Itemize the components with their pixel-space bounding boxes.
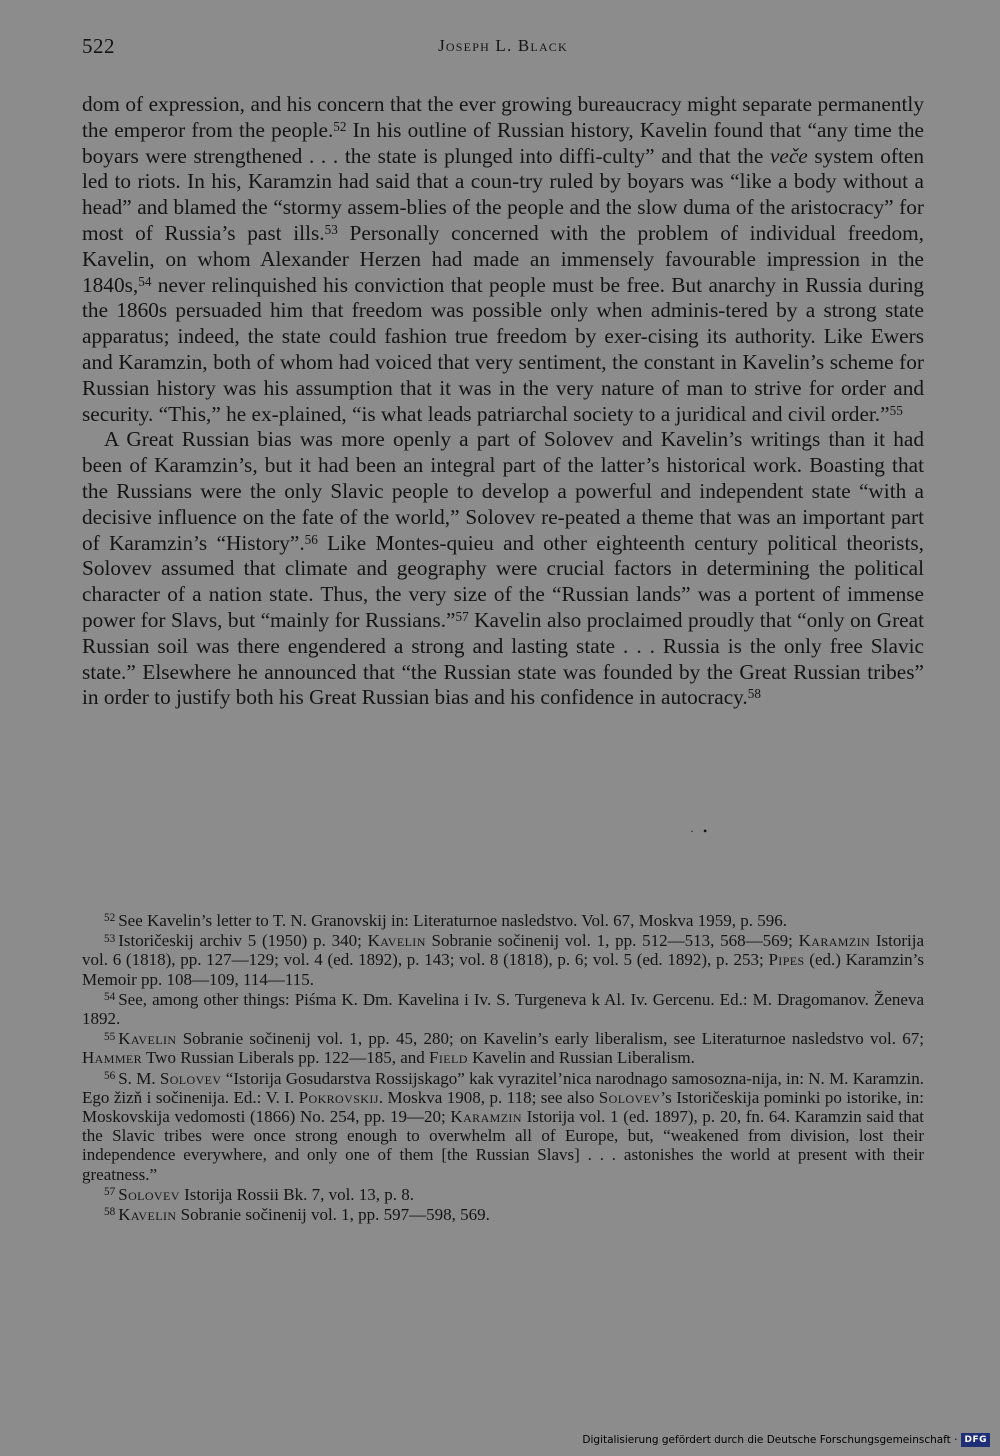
- footnote-text: Sobranie sočinenij vol. 1, pp. 597—598, 569.: [176, 1205, 490, 1225]
- footnote-ref: 54: [138, 273, 152, 289]
- author-name: Kavelin: [367, 931, 426, 951]
- footnote-ref: 53: [324, 222, 338, 238]
- page-number: 522: [82, 34, 115, 58]
- author-name: Hammer: [82, 1048, 143, 1068]
- author-name: Karamzin: [450, 1107, 522, 1127]
- footnotes: [82, 911, 924, 1225]
- footnote-ref: 55: [889, 402, 903, 418]
- footnote-text: ’s Istoričeskija pominki po istorike, in: Moskovskija vedomosti (1866) No. 254, pp. 19—20;: [82, 1087, 925, 1127]
- footnote-text: Istorija Rossii Bk. 7, vol. 13, p. 8.: [179, 1184, 415, 1204]
- footnote-ref: 56: [304, 531, 318, 547]
- footnote-58: [82, 1205, 924, 1224]
- author-name: Solovev: [598, 1087, 661, 1107]
- footnote-55: [82, 1029, 924, 1067]
- footnote-text: See, among other things: Piśma K. Dm. Kavelina i Iv. S. Turgeneva k Al. Iv. Gercenu. Ed.: M. Dragomanov. Ženeva 1892.: [82, 989, 924, 1029]
- text-run: dom of expression, and his concern that the ever growing bureaucracy might separate permanently the emperor from the people.: [82, 92, 924, 142]
- author-name: Pipes: [768, 950, 805, 970]
- text-run: Like Montes-quieu and other eighteenth century political theorists, Solovev assumed that climate and geography were crucial factors in determining the political character of a nation state. Thus, the very size of the “Russian lands” was a portent of immense power for Slavs, but “mainly for Russians.”: [82, 530, 924, 632]
- footnote-ref: 57: [455, 609, 469, 624]
- text-run: never relinquished his conviction that people must be free. But anarchy in Russia during the 1860s persuaded him that freedom was possible only when adminis-tered by a strong state apparatus; indeed, the state could fashion true freedom by exer-cising its authority. Like Ewers and Karamzin, both of whom had voiced that very sentiment, the constant in Kavelin’s scheme for Russian history was his assumption that it was in the very nature of man to strive for order and security. “This,” he ex-plained, “is what leads patriarchal society to a juridical and civil order.”: [82, 272, 924, 426]
- section-ornament: · •: [690, 824, 711, 838]
- page-header: [82, 34, 924, 64]
- author-name: Solovev: [118, 1184, 180, 1204]
- text-run: Personally concerned with the problem of individual freedom, Kavelin, on whom Alexander Herzen had made an immensely favourable impression in the 1840s,: [82, 220, 924, 297]
- text-run: In his outline of Russian history, Kavelin found that “any time the boyars were strengthened . . . the state is plunged into diffi-culty” and that the: [82, 117, 924, 168]
- footnote-number: 58: [104, 1206, 116, 1219]
- footnote-56: [82, 1069, 924, 1184]
- footnote-text: . Moskva 1908, p. 118; see also: [378, 1087, 599, 1107]
- credit-text: Digitalisierung gefördert durch die Deutsche Forschungsgemeinschaft ·: [582, 1434, 958, 1446]
- footnote-text: See Kavelin’s letter to T. N. Granovskij in: Literaturnoe nasledstvo. Vol. 67, Moskva 1959, p. 596.: [118, 911, 787, 930]
- footnote-number: 55: [104, 1030, 116, 1043]
- footnote-53: [82, 931, 924, 989]
- author-name: Solovev: [159, 1068, 222, 1088]
- footnote-text: Istorija vol. 1 (ed. 1897), p. 20, fn. 64. Karamzin said that the Slavic tribes were once strong enough to overwhelm all of Europe, but, “weakened from division, lost their independence everywhere, and only one of them [the Russian Slavs] . . . astonishes the world at present with their greatness.”: [82, 1107, 924, 1184]
- author-name: Kavelin: [118, 1205, 177, 1225]
- footnote-number: 57: [104, 1186, 116, 1199]
- footnote-text: Kavelin and Russian Liberalism.: [467, 1048, 695, 1068]
- author-name: Karamzin: [798, 931, 871, 951]
- footnote-text: Istorija vol. 6 (1818), pp. 127—129; vol. 4 (ed. 1892), p. 143; vol. 8 (1818), p. 6; vol. 5 (ed. 1892), p. 253;: [82, 931, 924, 970]
- author-name: Kavelin: [118, 1029, 177, 1049]
- footnote-text: Istoričeskij archiv 5 (1950) p. 340;: [118, 931, 368, 951]
- footnote-number: 53: [104, 932, 116, 945]
- footnote-number: 56: [104, 1069, 116, 1082]
- author-name: Field: [429, 1048, 468, 1068]
- footnote-number: 54: [104, 991, 116, 1004]
- text-run: system often led to riots. In his, Karamzin had said that a coun-try ruled by boyars was “like a body without a head” and blamed the “stormy assem-blies of the people and the slow duma of the aristocracy” for most of Russia’s past ills.: [82, 143, 924, 245]
- footnote-text: Sobranie sočinenij vol. 1, pp. 512—513, 568—569;: [425, 931, 799, 951]
- footnote-text: S. M.: [118, 1068, 160, 1088]
- text-run: Kavelin also proclaimed proudly that “only on Great Russian soil was there engendered a strong and lasting state . . . Russia is the only free Slavic state.” Elsewhere he announced that “the Russian state was founded by the Great Russian tribes” in order to justify both his Great Russian bias and his confidence in autocracy.: [82, 607, 924, 710]
- footnote-ref: 58: [747, 686, 761, 702]
- footnote-54: [82, 990, 924, 1028]
- footnote-text: Sobranie sočinenij vol. 1, pp. 45, 280; on Kavelin’s early liberalism, see Literaturnoe nasledstvo vol. 67;: [176, 1029, 924, 1049]
- footnote-number: 52: [104, 912, 116, 925]
- text-run: A Great Russian bias was more openly a part of Solovev and Kavelin’s writings than it had been of Karamzin’s, but it had been an integral part of the latter’s historical work. Boasting that the Russians were the only Slavic people to develop a powerful and independent state “with a decisive influence on the fate of the world,” Solovev re-peated a theme that was an important part of Karamzin’s “History”.: [82, 427, 924, 555]
- body-text: [82, 92, 924, 711]
- digitization-credit: [582, 1432, 990, 1448]
- running-head: Joseph L. Black: [438, 36, 568, 55]
- footnote-ref: 52: [333, 118, 347, 134]
- footnote-text: (ed.) Karamzin’s Memoir pp. 108—109, 114—115.: [82, 950, 924, 989]
- paragraph: [82, 92, 924, 427]
- footnote-text: “Istorija Gosudarstva Rossijskago” kak vyrazitel’nica narodnago samosozna-nija, in: N. M. Karamzin. Ego žizň i sočinenija. Ed.: V. I.: [82, 1068, 924, 1107]
- footnote-57: [82, 1185, 924, 1204]
- footnote-text: Two Russian Liberals pp. 122—185, and: [142, 1048, 430, 1068]
- dfg-logo-icon[interactable]: DFG: [961, 1433, 990, 1447]
- italic-term: veče: [769, 143, 808, 168]
- footnote-52: [82, 911, 924, 930]
- paragraph: [82, 427, 924, 711]
- author-name: Pokrovskij: [298, 1087, 379, 1107]
